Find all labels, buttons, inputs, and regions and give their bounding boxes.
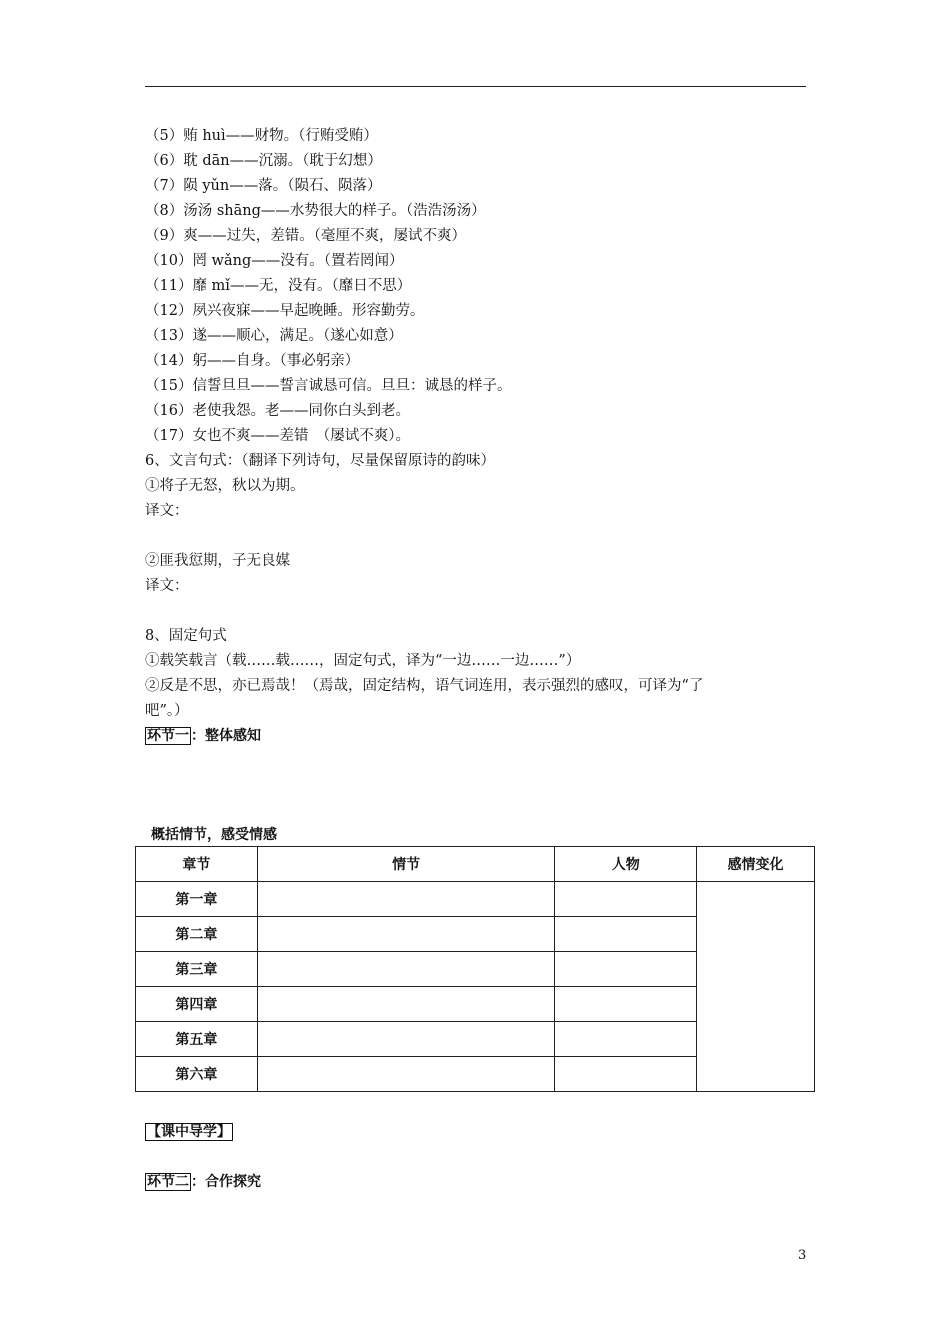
vocab-item-7: （7）陨 yǔn——落。（陨石、陨落） xyxy=(145,178,382,194)
in-class-guide-label: 【课中导学】 xyxy=(147,1124,231,1140)
chapter-label: 第四章 xyxy=(136,987,258,1022)
stage1-label: 环节一 xyxy=(147,728,189,744)
table-row xyxy=(136,882,815,917)
emotion-change-cell[interactable] xyxy=(697,882,815,1092)
section6-item1: ①将子无怒，秋以为期。 xyxy=(145,478,305,494)
section8-item2-cont: 吧”。） xyxy=(145,703,189,719)
plot-cell[interactable] xyxy=(257,952,555,987)
section6-item2: ②匪我愆期，子无良媒 xyxy=(145,553,290,569)
plot-cell[interactable] xyxy=(257,1022,555,1057)
plot-emotion-table xyxy=(135,846,815,1092)
chapter-label: 第六章 xyxy=(136,1057,258,1092)
header-chapter: 章节 xyxy=(136,847,258,882)
vocab-item-9: （9）爽——过失，差错。（毫厘不爽，屡试不爽） xyxy=(145,228,466,244)
vocab-item-15: （15）信誓旦旦——誓言诚恳可信。旦旦：诚恳的样子。 xyxy=(145,378,512,394)
vocab-item-17: （17）女也不爽——差错 （屡试不爽）。 xyxy=(145,428,410,444)
character-cell[interactable] xyxy=(555,987,697,1022)
header-plot: 情节 xyxy=(257,847,555,882)
section6-heading: 6、文言句式：（翻译下列诗句，尽量保留原诗的韵味） xyxy=(145,453,495,469)
character-cell[interactable] xyxy=(555,1022,697,1057)
vocab-item-16: （16）老使我怨。老——同你白头到老。 xyxy=(145,403,410,419)
stage2-label: 环节二 xyxy=(147,1174,189,1190)
page-number: 3 xyxy=(798,1248,807,1263)
section8-item1: ①载笑载言（载……载……，固定句式，译为“一边……一边……”） xyxy=(145,653,581,669)
vocab-item-14: （14）躬——自身。（事必躬亲） xyxy=(145,353,360,369)
character-cell[interactable] xyxy=(555,917,697,952)
vocab-item-5: （5）贿 huì——财物。（行贿受贿） xyxy=(145,128,378,144)
vocab-item-12: （12）夙兴夜寐——早起晚睡。形容勤劳。 xyxy=(145,303,425,319)
section6-translation1: 译文： xyxy=(145,503,189,519)
vocab-item-10: （10）罔 wǎng——没有。（置若罔闻） xyxy=(145,253,404,269)
stage1-heading xyxy=(145,726,261,746)
plot-cell[interactable] xyxy=(257,917,555,952)
stage2-heading xyxy=(145,1172,261,1192)
chapter-label: 第三章 xyxy=(136,952,258,987)
vocab-item-11: （11）靡 mǐ——无，没有。（靡日不思） xyxy=(145,278,412,294)
section8-heading: 8、固定句式 xyxy=(145,628,227,644)
character-cell[interactable] xyxy=(555,952,697,987)
chapter-label: 第五章 xyxy=(136,1022,258,1057)
header-rule xyxy=(145,86,806,87)
plot-cell[interactable] xyxy=(257,882,555,917)
character-cell[interactable] xyxy=(555,882,697,917)
chapter-label: 第一章 xyxy=(136,882,258,917)
header-emotion-change: 感情变化 xyxy=(697,847,815,882)
stage2-title: ：合作探究 xyxy=(191,1174,261,1190)
plot-cell[interactable] xyxy=(257,987,555,1022)
table-caption: 概括情节，感受情感 xyxy=(151,827,277,843)
vocab-item-8: （8）汤汤 shāng——水势很大的样子。（浩浩汤汤） xyxy=(145,203,486,219)
plot-cell[interactable] xyxy=(257,1057,555,1092)
header-character: 人物 xyxy=(555,847,697,882)
in-class-guide-heading xyxy=(145,1122,233,1142)
section6-translation2: 译文： xyxy=(145,578,189,594)
stage1-title: ：整体感知 xyxy=(191,728,261,744)
chapter-label: 第二章 xyxy=(136,917,258,952)
table-header-row xyxy=(136,847,815,882)
vocab-item-6: （6）耽 dān——沉溺。（耽于幻想） xyxy=(145,153,382,169)
section8-item2: ②反是不思，亦已焉哉！（焉哉，固定结构，语气词连用，表示强烈的感叹，可译为“了 xyxy=(145,678,704,694)
vocab-item-13: （13）遂——顺心，满足。（遂心如意） xyxy=(145,328,403,344)
character-cell[interactable] xyxy=(555,1057,697,1092)
